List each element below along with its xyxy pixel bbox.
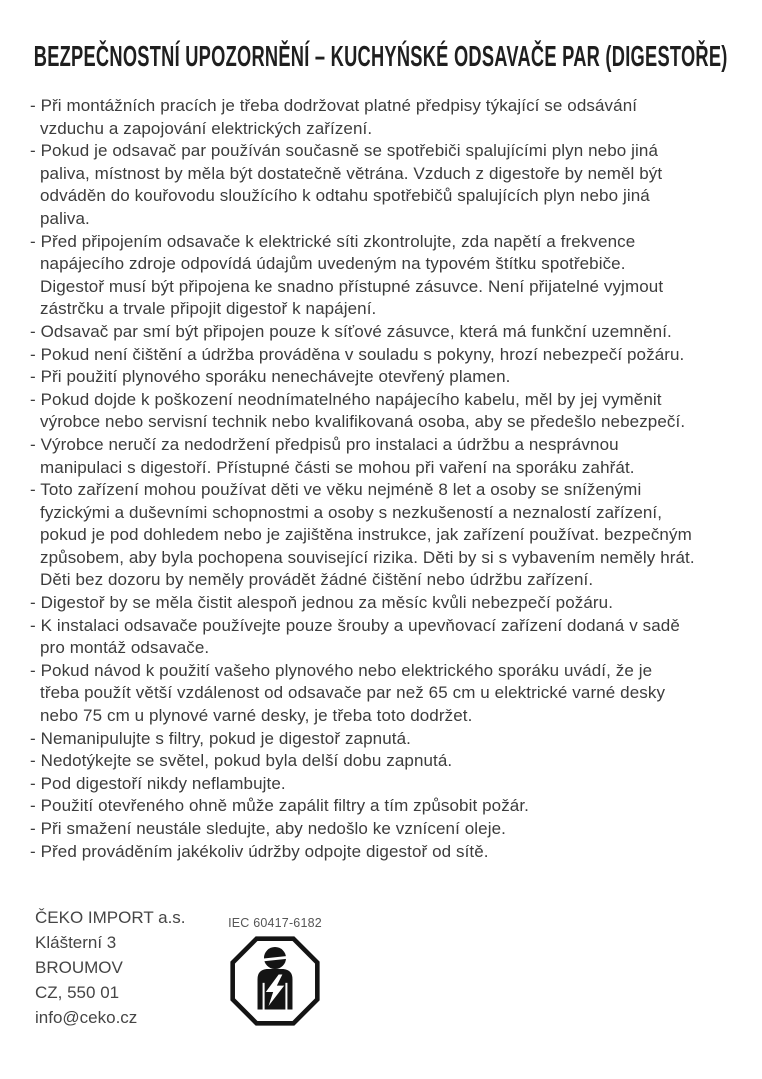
warning-line: - Toto zařízení mohou používat děti ve věku nejméně 8 let a osoby se sníženými [30,480,642,500]
warning-line: napájecího zdroje odpovídá údajům uvedeným na typovém štítku spotřebiče. [40,254,626,274]
warning-line: třeba použít větší vzdálenost od odsavače par než 65 cm u elektrické varné desky [40,683,666,703]
warning-line: manipulaci s digestoří. Přístupné části se mohou při vaření na sporáku zahřát. [40,457,635,477]
warning-item [30,434,750,479]
iec-standard-label: IEC 60417-6182 [228,916,322,930]
warning-line: způsobem, aby byla pochopena související rizika. Děti by si s vybavením neměly hrát. [40,547,695,567]
warning-line: - Pokud je odsavač par používán současně se spotřebiči spalujícími plyn nebo jiná [30,141,659,161]
warning-item [30,366,750,389]
warning-line: - K instalaci odsavače používejte pouze šrouby a upevňovací zařízení dodaná v sadě [30,615,680,635]
warning-line: odváděn do kouřovodu sloužícího k odtahu spotřebičů spalujících plyn nebo jiná [40,186,650,206]
warning-item [30,344,750,367]
warning-line: - Digestoř by se měla čistit alespoň jednou za měsíc kvůli nebezpečí požáru. [30,593,614,613]
warning-item [30,795,750,818]
warning-item [30,479,750,592]
warning-line: - Pod digestoří nikdy neflambujte. [30,773,286,793]
warning-item [30,321,750,344]
warning-line: - Při smažení neustále sledujte, aby nedošlo ke vznícení oleje. [30,819,506,838]
warning-item [30,818,750,841]
warnings-list [30,95,750,863]
warning-line: zástrčku a trvale připojit digestoř k napájení. [40,299,377,319]
warning-line: - Před prováděním jakékoliv údržby odpojte digestoř od sítě. [30,841,489,861]
warning-line: - Výrobce neručí za nedodržení předpisů pro instalaci a údržbu a nesprávnou [30,434,619,454]
warning-line: nebo 75 cm u plynové varné desky, je třeba toto dodržet. [40,706,473,726]
warning-item [30,389,750,434]
warning-line: - Pokud dojde k poškození neodnímatelného napájecího kabelu, měl by jej vyměnit [30,389,662,409]
warning-line: výrobce nebo servisní technik nebo kvalifikovaná osoba, aby se předešlo nebezpečí. [40,412,686,432]
warning-line: - Pokud návod k použití vašeho plynového nebo elektrického sporáku uvádí, že je [30,660,653,680]
warning-item [30,592,750,615]
warning-item [30,95,750,140]
company-zip: CZ, 550 01 [35,983,120,1002]
warning-line: - Odsavač par smí být připojen pouze k síťové zásuvce, která má funkční uzemnění. [30,321,672,341]
warning-item [30,750,750,773]
warning-line: Děti bez dozoru by neměly provádět žádné čištění nebo údržbu zařízení. [40,570,594,590]
warning-line: - Při použití plynového sporáku nenechávejte otevřený plamen. [30,367,511,387]
warning-line: - Nedotýkejte se světel, pokud byla delší dobu zapnutá. [30,751,453,771]
qualified-electrician-icon [229,935,321,1027]
warning-line: - Použití otevřeného ohně může zapálit filtry a tím způsobit požár. [30,796,530,816]
left-arm-gap [263,983,265,1010]
warning-line: pokud je pod dohledem nebo je zajištěna instrukce, jak zařízení používat. bezpečným [40,525,692,545]
warning-line: - Pokud není čištění a údržba prováděna v souladu s pokyny, hrozí nebezpečí požáru. [30,344,685,364]
company-name: ČEKO IMPORT a.s. [35,908,186,927]
warning-line: - Nemanipulujte s filtry, pokud je digestoř zapnutá. [30,728,411,748]
warning-line: vzduchu a zapojování elektrických zařízení. [40,118,373,138]
warning-item [30,841,750,864]
warning-line: Digestoř musí být připojena ke snadno přístupné zásuvce. Není přijatelné vyjmout [40,276,664,296]
warning-line: paliva. [40,208,90,228]
warning-line: - Před připojením odsavače k elektrické síti zkontrolujte, zda napětí a frekvence [30,231,636,251]
company-city: BROUMOV [35,958,123,977]
warning-item [30,140,750,230]
company-email: info@ceko.cz [35,1008,138,1027]
warning-item [30,773,750,796]
warning-item [30,231,750,321]
title-row [0,41,762,74]
page-title: BEZPEČNOSTNÍ UPOZORNĚNÍ – KUCHYŃSKÉ ODSAVAČE PAR (DIGESTOŘE) [34,41,728,73]
warning-line: paliva, místnost by měla být dostatečně větrána. Vzduch z digestoře by neměl být [40,163,663,183]
warning-line: fyzickými a duševními schopnostmi a osoby s nezkušeností a neznalostí zařízení, [40,502,663,522]
warning-line: - Při montážních pracích je třeba dodržovat platné předpisy týkající se odsávání [30,96,638,115]
company-info [35,905,186,1030]
company-street: Klášterní 3 [35,933,117,952]
right-arm-gap [285,983,287,1010]
warning-line: pro montáž odsavače. [40,638,210,658]
certification-block [222,916,328,1027]
warning-item [30,728,750,751]
warning-item [30,615,750,660]
warning-item [30,660,750,728]
